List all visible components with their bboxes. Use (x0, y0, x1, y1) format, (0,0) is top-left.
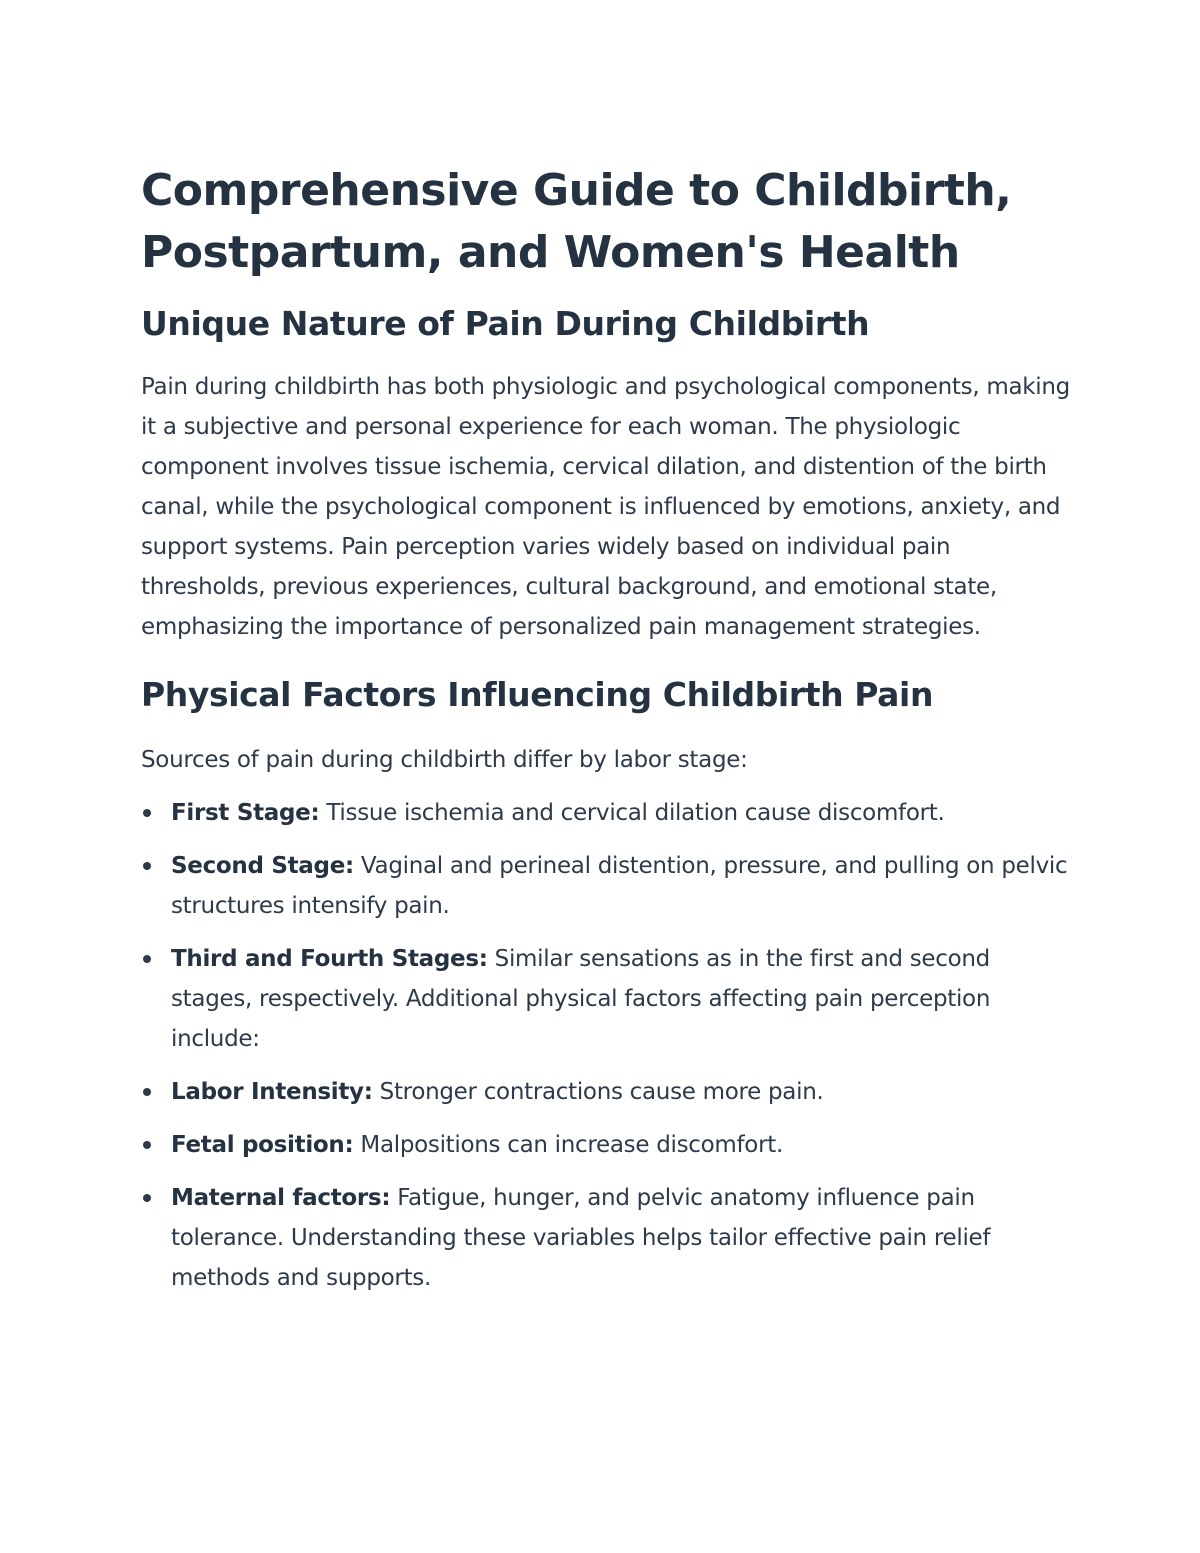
bullet-icon (143, 1141, 151, 1149)
list-item-term: Maternal factors: (171, 1185, 391, 1211)
list-item (141, 1125, 1071, 1165)
list-item (141, 939, 1071, 1059)
list-item-term: Fetal position: (171, 1132, 354, 1158)
list-item-text: Similar sensations as in the first and second stages, respectively. Additional physical factors affecting pain perception include: (171, 946, 991, 1052)
bullet-icon (143, 1194, 151, 1202)
list-item-text: Tissue ischemia and cervical dilation cause discomfort. (319, 800, 945, 826)
list-item-term: Third and Fourth Stages: (171, 946, 488, 972)
list-item-text: Malpositions can increase discomfort. (353, 1132, 783, 1158)
section-paragraph-unique-nature: Pain during childbirth has both physiologic and psychological components, making it a subjective and personal experience for each woman. The physiologic component involves tissue ischemia, cervical dilation, and distention of the birth canal, while the psychological component is influenced by emotions, anxiety, and support systems. Pain perception varies widely based on individual pain thresholds, previous experiences, cultural background, and emotional state, emphasizing the importance of personalized pain management strategies. (141, 374, 1070, 640)
section-heading-physical-factors: Physical Factors Influencing Childbirth Pain (141, 675, 934, 714)
bullet-icon (143, 809, 151, 817)
list-item-term: First Stage: (171, 800, 320, 826)
list-item-term: Second Stage: (171, 853, 354, 879)
list-item-text: Stronger contractions cause more pain. (372, 1079, 824, 1105)
bullet-icon (143, 862, 151, 870)
section-heading-unique-nature: Unique Nature of Pain During Childbirth (141, 304, 870, 343)
section-intro-physical-factors: Sources of pain during childbirth differ by labor stage: (141, 747, 748, 773)
list-item-text: Vaginal and perineal distention, pressure, and pulling on pelvic structures intensify pain. (171, 853, 1068, 919)
list-item (141, 846, 1071, 926)
list-item (141, 1072, 1071, 1112)
document-page (141, 160, 1071, 1311)
bullet-icon (143, 1088, 151, 1096)
list-item (141, 793, 1071, 833)
list-item-text: Fatigue, hunger, and pelvic anatomy influence pain tolerance. Understanding these variables helps tailor effective pain relief methods and supports. (171, 1185, 991, 1291)
factors-list (141, 793, 1071, 1298)
bullet-icon (143, 955, 151, 963)
document-title: Comprehensive Guide to Childbirth, Postpartum, and Women's Health (141, 165, 1012, 278)
list-item-term: Labor Intensity: (171, 1079, 373, 1105)
list-item (141, 1178, 1071, 1298)
